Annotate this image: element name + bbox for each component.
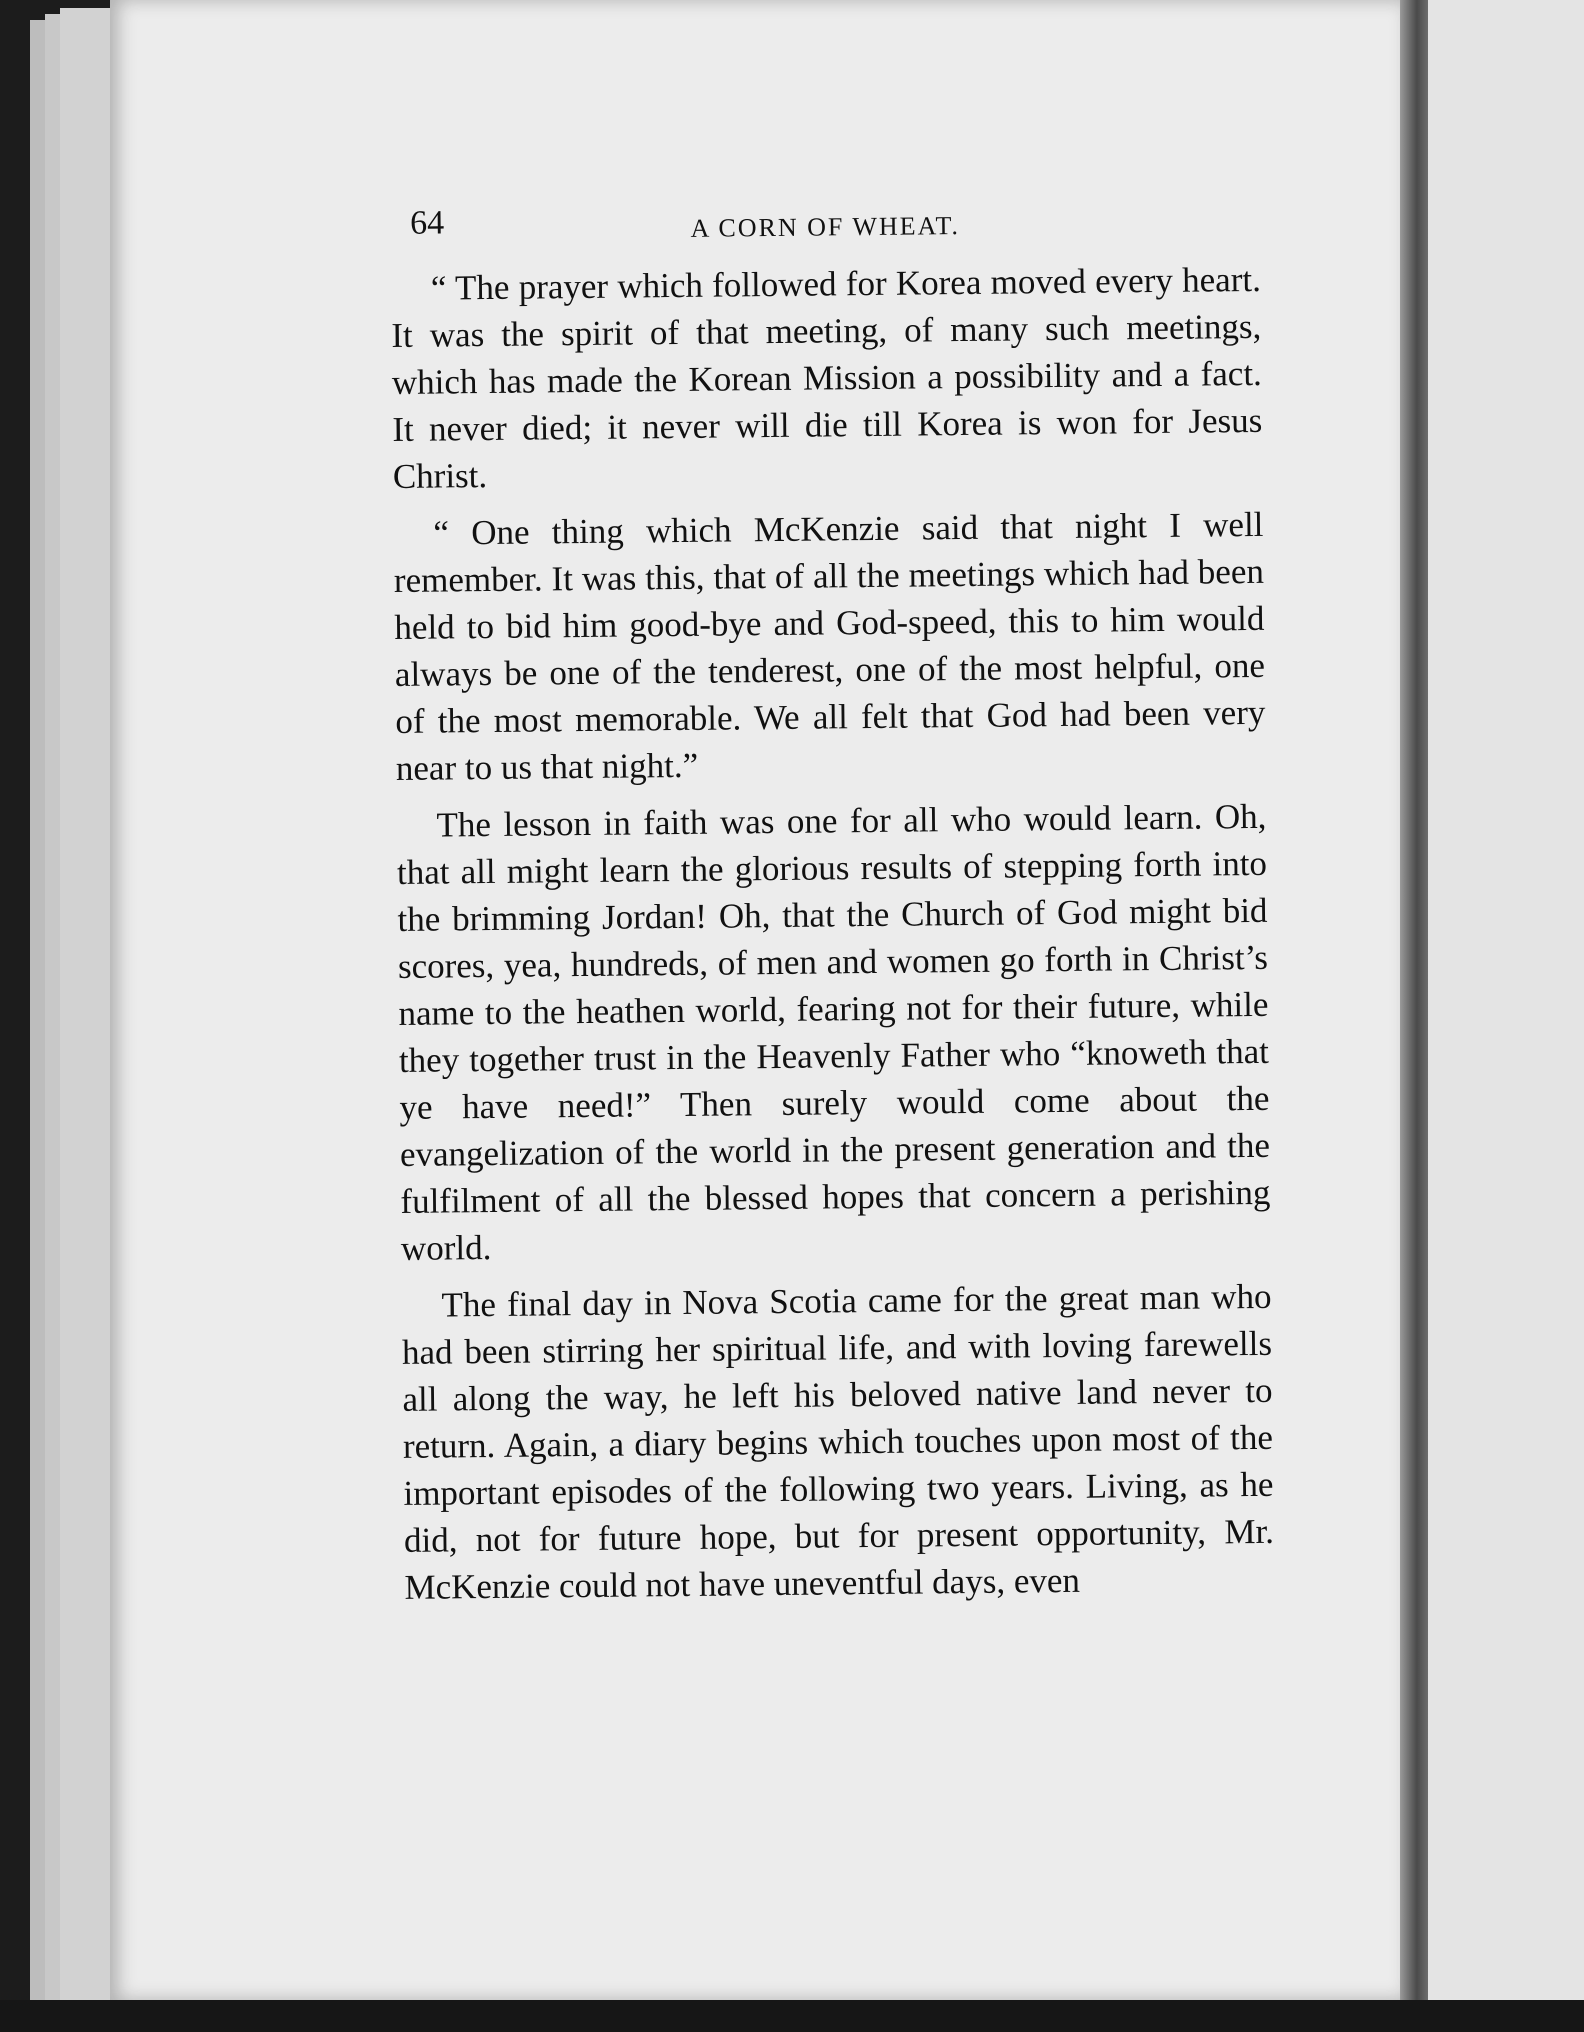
paragraph-3: The lesson in faith was one for all who would learn. Oh, that all might learn the glorious results of stepping forth into the brimming Jordan! Oh, that the Church of God might bid scores, yea, hundreds, of men and women go forth in Christ’s name to the heathen world, fearing not for their future, while they together trust in the Heavenly Father who “knoweth that ye have need!” Then surely would come about the evangelization of the world in the present generation and the fulfilment of all the blessed hopes that concern a perishing world. [396, 796, 1271, 1268]
facing-page-edge [1428, 0, 1584, 2000]
page-number: 64 [409, 204, 445, 242]
paragraph-4: The final day in Nova Scotia came for the great man who had been stirring her spiritual life, and with loving farewells all along the way, he left his beloved native land never to return. Again, a diary begins which touches upon most of the important episodes of the following two years. Living, as he did, not for future hope, but for present opportunity, Mr. McKenzie could not have uneventful days, even [401, 1276, 1275, 1607]
paragraph-1: “ The prayer which followed for Korea moved every heart. It was the spirit of that meeting, of many such meetings, which has made the Korean Mission a possibility and a fact. It never died; it never will die till Korea is won for Jesus Christ. [391, 259, 1263, 496]
scan-border [0, 2000, 1584, 2032]
page-content [390, 196, 1275, 1611]
paragraph-2: “ One thing which McKenzie said that night I well remember. It was this, that of all the meetings which had been held to bid him good-bye and God-speed, this to him would always be one of the tenderest, one of the most helpful, one of the most memorable. We all felt that God had been very near to us that night.” [393, 504, 1266, 788]
running-head: A CORN OF WHEAT. [690, 211, 961, 243]
book-gutter [1400, 0, 1428, 2000]
page-header [390, 196, 1261, 265]
